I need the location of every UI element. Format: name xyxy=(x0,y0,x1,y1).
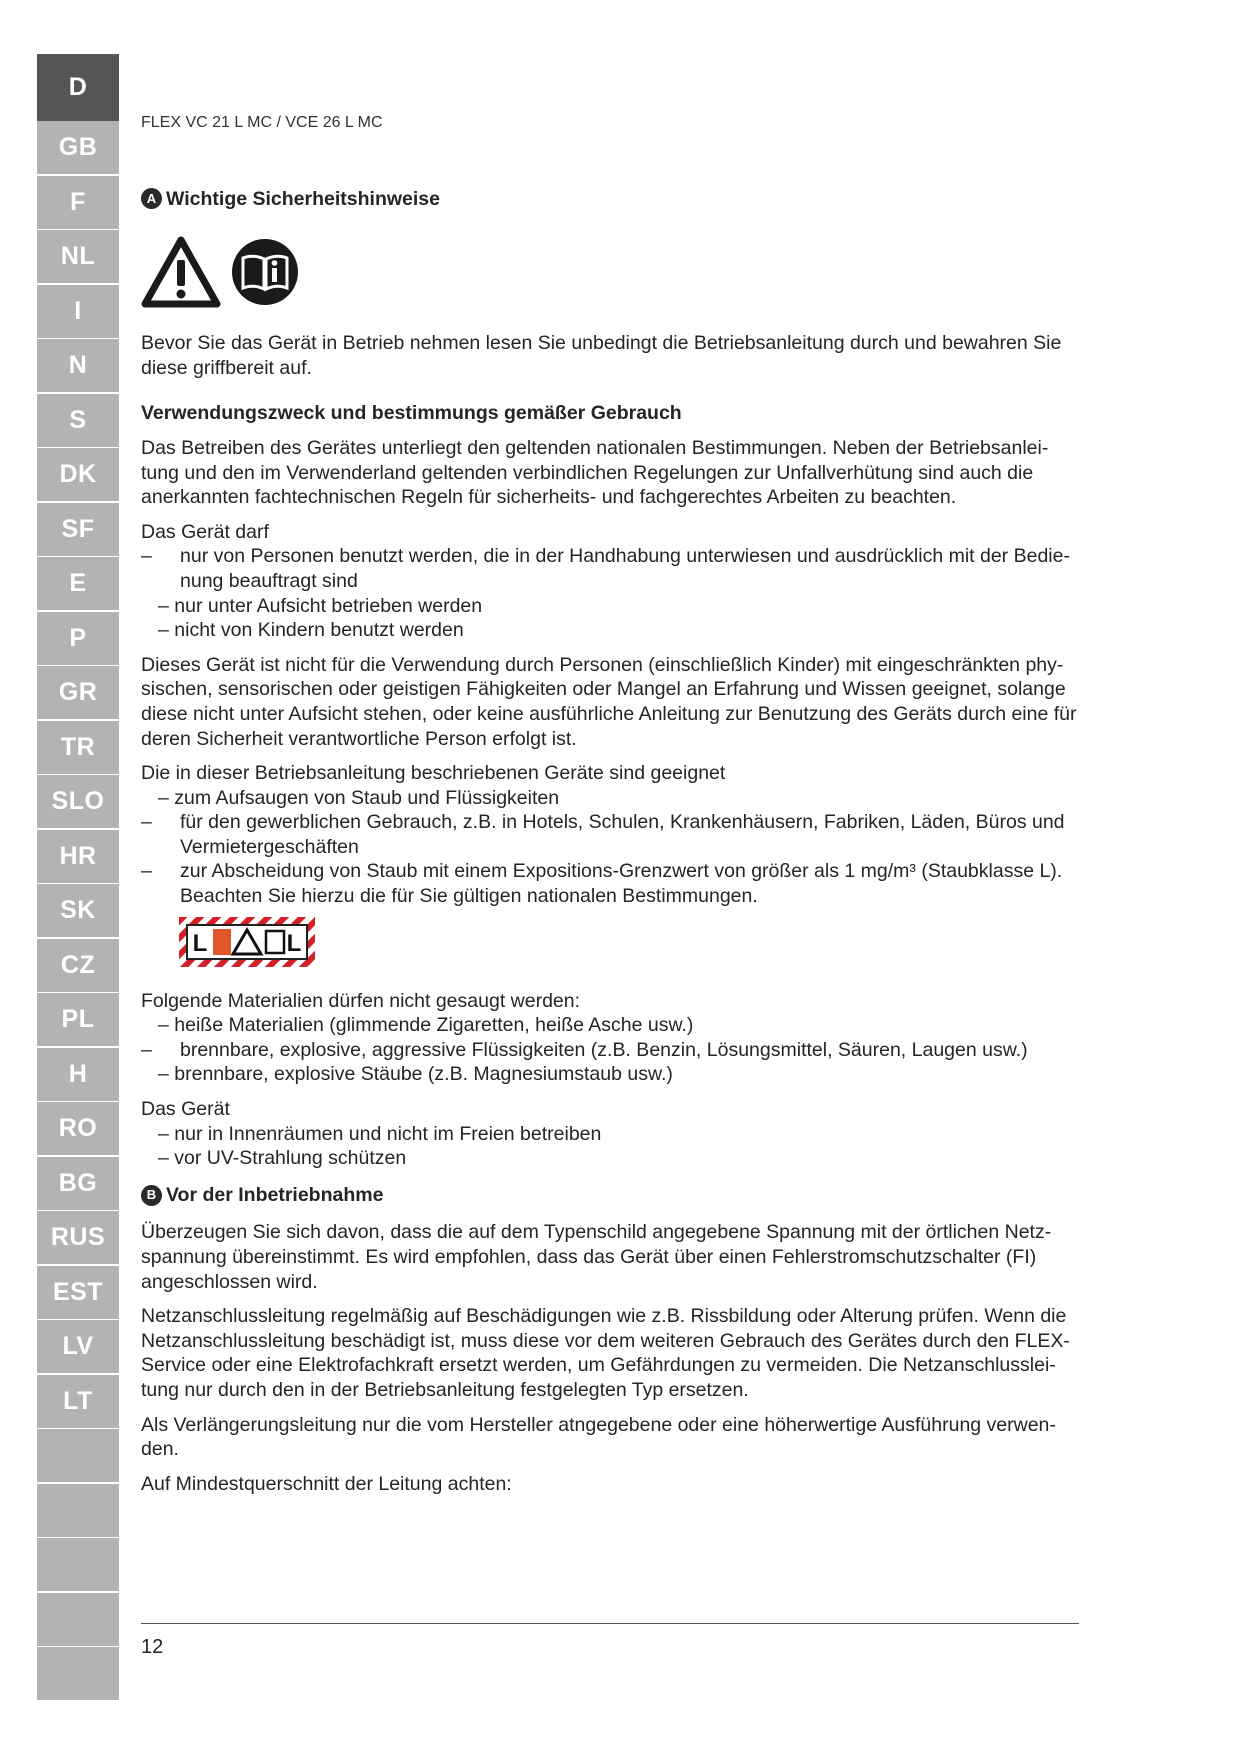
list-item xyxy=(141,810,1079,859)
list-item xyxy=(141,859,1079,908)
section-a-title xyxy=(141,187,1079,212)
empty-tab xyxy=(37,1429,119,1482)
language-tab-nl[interactable]: NL xyxy=(37,230,119,283)
language-tab-p[interactable]: P xyxy=(37,612,119,665)
language-tab-f[interactable]: F xyxy=(37,176,119,229)
list-item-text: für den gewerblichen Gebrauch, z.B. in Hotels, Schulen, Krankenhäusern, Fabriken, Läden, Büros und Vermietergeschäften xyxy=(180,811,1065,858)
language-tab-cz[interactable]: CZ xyxy=(37,939,119,992)
intended-use-text: Das Betreiben des Gerätes unterliegt den geltenden nationalen Bestimmungen. Neben der Betriebsanlei-tung und den im Verwenderland geltenden verbindlichen Regelungen zur Unfallverhütung sind auch die anerkannten fachtechnischen Regeln für sicherheits- und fachgerechtes Arbeiten zu beachten. xyxy=(141,436,1049,509)
list-dash: – xyxy=(141,860,152,883)
warning-triangle-icon xyxy=(141,236,221,308)
list-item: – brennbare, explosive Stäube (z.B. Magnesiumstaub usw.) xyxy=(158,1063,673,1086)
dust-label-left-letter: L xyxy=(192,929,208,957)
suitable-intro: Die in dieser Betriebsanleitung beschriebenen Geräte sind geeignet xyxy=(141,762,726,785)
list-dash: – xyxy=(141,1038,152,1061)
section-b-title xyxy=(141,1183,1079,1208)
language-tab-d[interactable]: D xyxy=(37,54,119,121)
section-b-title-text: Vor der Inbetriebnahme xyxy=(166,1183,384,1206)
language-tab-slo[interactable]: SLO xyxy=(37,775,119,828)
intro-text: Bevor Sie das Gerät in Betrieb nehmen lesen Sie unbedingt die Betriebsanleitung durch und bewahren Sie diese griffbereit auf. xyxy=(141,332,1062,379)
page-content xyxy=(141,111,1079,1496)
section-a-title-text: Wichtige Sicherheitshinweise xyxy=(166,187,440,210)
intended-use-heading: Verwendungszweck und bestimmungs gemäßer Gebrauch xyxy=(141,402,682,425)
empty-tab xyxy=(37,1593,119,1646)
language-tab-dk[interactable]: DK xyxy=(37,448,119,501)
device-intro: Das Gerät xyxy=(141,1098,230,1121)
language-tab-gb[interactable]: GB xyxy=(37,121,119,174)
section-a-marker: A xyxy=(141,188,162,209)
list-item xyxy=(141,1038,1079,1063)
dust-label-right-letter: L xyxy=(286,929,302,957)
language-tab-s[interactable]: S xyxy=(37,394,119,447)
language-tab-est[interactable]: EST xyxy=(37,1266,119,1319)
language-tab-sf[interactable]: SF xyxy=(37,503,119,556)
safety-icons xyxy=(141,235,1079,309)
section-b-paragraph-2: Netzanschlussleitung regelmäßig auf Beschädigungen wie z.B. Rissbildung oder Alterung prüfen. Wenn die Netzanschlussleitung beschädigt ist, muss diese vor dem weiteren Gebrauch des Gerätes durch den FLEX-Service oder eine Elektrofachkraft ersetzt werden, um Gefährdungen zu vermeiden. Die Netzanschlusslei-tung nur durch den in der Betriebsanleitung festgelegten Typ ersetzen. xyxy=(141,1305,1070,1401)
list-item: – zum Aufsaugen von Staub und Flüssigkeiten xyxy=(158,786,560,809)
list-item: – nicht von Kindern benutzt werden xyxy=(158,619,464,642)
dust-class-l-label xyxy=(179,917,1079,973)
list-item: – nur unter Aufsicht betrieben werden xyxy=(158,594,483,617)
page-number: 12 xyxy=(141,1636,164,1658)
section-b-marker: B xyxy=(141,1185,162,1206)
may-intro: Das Gerät darf xyxy=(141,520,269,543)
language-tab-sidebar xyxy=(37,54,119,1702)
list-dash: – xyxy=(141,811,152,834)
list-dash: – xyxy=(141,545,152,568)
empty-tab xyxy=(37,1484,119,1537)
language-tab-e[interactable]: E xyxy=(37,557,119,610)
materials-intro: Folgende Materialien dürfen nicht gesaugt werden: xyxy=(141,989,581,1012)
read-manual-icon xyxy=(231,238,299,306)
section-b-paragraph-3: Als Verlängerungsleitung nur die vom Hersteller atngegebene oder eine höherwertige Ausführung verwen-den. xyxy=(141,1413,1056,1461)
language-tab-lv[interactable]: LV xyxy=(37,1320,119,1373)
language-tab-hr[interactable]: HR xyxy=(37,830,119,883)
language-tab-pl[interactable]: PL xyxy=(37,993,119,1046)
persons-text: Dieses Gerät ist nicht für die Verwendung durch Personen (einschließlich Kinder) mit eingeschränkten phy-sischen, sensorischen oder geistigen Fähigkeiten oder Mangel an Erfahrung und Wissen geeignet, solange diese nicht unter Aufsicht stehen, oder keine ausführliche Anleitung zur Benutzung des Geräts durch eine für deren Sicherheit verantwortliche Person erfolgt ist. xyxy=(141,653,1077,750)
language-tab-tr[interactable]: TR xyxy=(37,721,119,774)
section-b-paragraph-4: Auf Mindestquerschnitt der Leitung achten: xyxy=(141,1472,512,1495)
list-item: – nur in Innenräumen und nicht im Freien betreiben xyxy=(158,1122,602,1145)
language-tab-bg[interactable]: BG xyxy=(37,1157,119,1210)
section-b-paragraph-1: Überzeugen Sie sich davon, dass die auf dem Typenschild angegebene Spannung mit der örtlichen Netz-spannung übereinstimmt. Es wird empfohlen, dass das Gerät über einen Fehlerstromschutzschalter (FI) angeschlossen wird. xyxy=(141,1221,1052,1293)
language-tab-rus[interactable]: RUS xyxy=(37,1211,119,1264)
language-tab-gr[interactable]: GR xyxy=(37,666,119,719)
document-header: FLEX VC 21 L MC / VCE 26 L MC xyxy=(141,114,383,131)
empty-tab xyxy=(37,1538,119,1591)
language-tab-ro[interactable]: RO xyxy=(37,1102,119,1155)
language-tab-lt[interactable]: LT xyxy=(37,1375,119,1428)
list-item: – vor UV-Strahlung schützen xyxy=(158,1147,407,1170)
language-tab-i[interactable]: I xyxy=(37,285,119,338)
empty-tab xyxy=(37,1647,119,1700)
language-tab-sk[interactable]: SK xyxy=(37,884,119,937)
list-item-text: brennbare, explosive, aggressive Flüssigkeiten (z.B. Benzin, Lösungsmittel, Säuren, Laugen usw.) xyxy=(180,1038,1028,1061)
list-item-text: nur von Personen benutzt werden, die in der Handhabung unterwiesen und ausdrücklich mit der Bedie-nung beauftragt sind xyxy=(180,545,1070,592)
language-tab-n[interactable]: N xyxy=(37,339,119,392)
footer-divider xyxy=(141,1623,1079,1624)
language-tab-h[interactable]: H xyxy=(37,1048,119,1101)
list-item-text: zur Abscheidung von Staub mit einem Expositions-Grenzwert von größer als 1 mg/m³ (Staubklasse L). Beachten Sie hierzu die für Sie gültigen nationalen Bestimmungen. xyxy=(180,860,1063,908)
list-item xyxy=(141,544,1079,593)
list-item: – heiße Materialien (glimmende Zigaretten, heiße Asche usw.) xyxy=(158,1014,694,1037)
